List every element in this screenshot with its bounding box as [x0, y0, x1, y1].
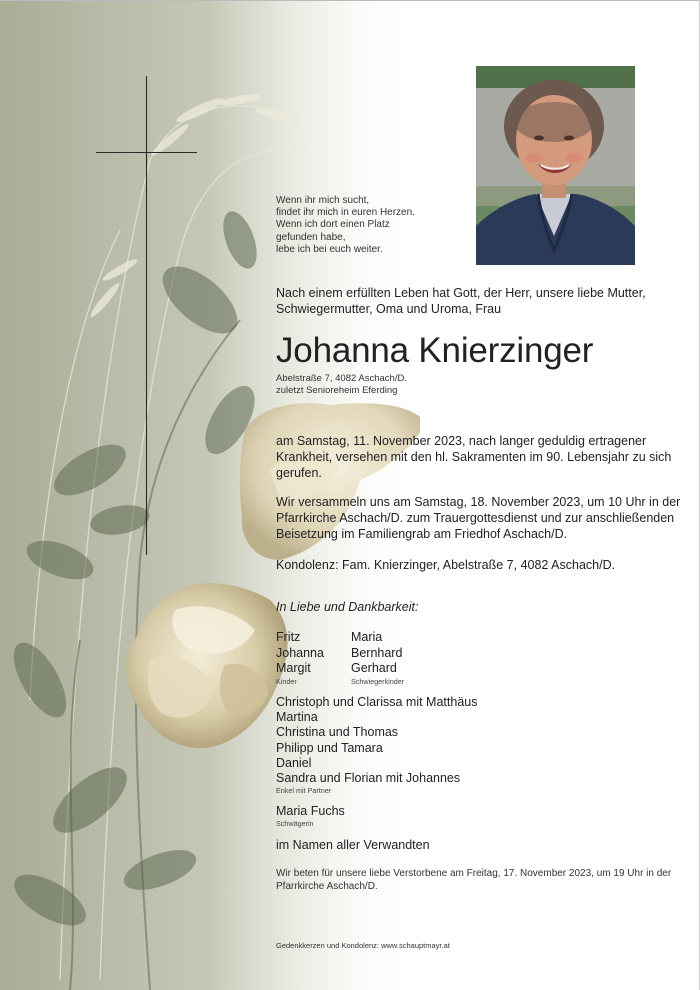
sister-in-law-label: Schwägerin — [276, 819, 314, 829]
child-name: Johanna — [276, 645, 324, 660]
grandchildren-block — [276, 695, 477, 796]
address — [276, 373, 407, 397]
death-notice: am Samstag, 11. November 2023, nach langer geduldig ertragener Krankheit, versehen mit den hl. Sakramenten im 90. Lebensjahr zu sich gerufen. — [276, 434, 672, 480]
mass-notice: Wir beten für unsere liebe Verstorbene am Freitag, 17. November 2023, um 19 Uhr in der Pfarrkirche Aschach/D. — [276, 868, 672, 892]
poem-line: gefunden habe, — [276, 231, 346, 243]
sister-in-law-name: Maria Fuchs — [276, 804, 345, 818]
footer-website: Gedenkkerzen und Kondolenz: www.schauptmayr.at — [276, 941, 450, 950]
in-laws-column — [351, 630, 404, 687]
grandchild-name: Christina und Thomas — [276, 725, 399, 740]
intro-text: Nach einem erfüllten Leben hat Gott, der Herr, unsere liebe Mutter, Schwiegermutter, Oma und Uroma, Frau — [276, 286, 646, 316]
poem-line: findet ihr mich in euren Herzen. — [276, 207, 415, 219]
deceased-name: Johanna Knierzinger — [276, 331, 594, 370]
grandchild-name: Christoph und Clarissa mit Matthäus — [276, 695, 478, 709]
condolence-address: Kondolenz: Fam. Knierzinger, Abelstraße 7, 4082 Aschach/D. — [276, 558, 616, 572]
child-name: Margit — [276, 661, 311, 675]
children-label: Kinder — [276, 676, 297, 686]
grandchild-name: Sandra und Florian mit Johannes — [276, 771, 461, 786]
address-line: Abelstraße 7, 4082 Aschach/D. — [276, 373, 407, 384]
address-line: zuletzt Senioreheim Eferding — [276, 385, 398, 396]
poem — [276, 195, 476, 256]
frame-line-top — [0, 0, 700, 1]
funeral-info: Wir versammeln uns am Samstag, 18. November 2023, um 10 Uhr in der Pfarrkirche Aschach/D. zum Trauergottesdienst und zur anschließenden Beisetzung im Familiengrab am Friedhof Aschach/D. — [276, 495, 681, 541]
in-law-name: Bernhard — [351, 645, 403, 660]
poem-line: lebe ich bei euch weiter. — [276, 243, 383, 255]
in-law-name: Gerhard — [351, 661, 397, 675]
children-column — [276, 630, 324, 687]
grandchild-name: Martina — [276, 710, 318, 725]
in-laws-label: Schwiegerkinder — [351, 676, 405, 686]
cross-symbol — [0, 0, 210, 560]
grandchild-name: Daniel — [276, 755, 312, 770]
in-law-name: Maria — [351, 630, 383, 644]
relatives-line: im Namen aller Verwandten — [276, 838, 430, 852]
poem-line: Wenn ihr mich sucht, — [276, 195, 370, 206]
poem-line: Wenn ich dort einen Platz — [276, 219, 390, 231]
grandchild-name: Philipp und Tamara — [276, 740, 383, 755]
grandchildren-label: Enkel mit Partner — [276, 786, 332, 796]
sister-in-law-block — [276, 804, 345, 829]
child-name: Fritz — [276, 630, 301, 644]
thanks-heading: In Liebe und Dankbarkeit: — [276, 600, 419, 614]
portrait-photo — [476, 66, 635, 265]
